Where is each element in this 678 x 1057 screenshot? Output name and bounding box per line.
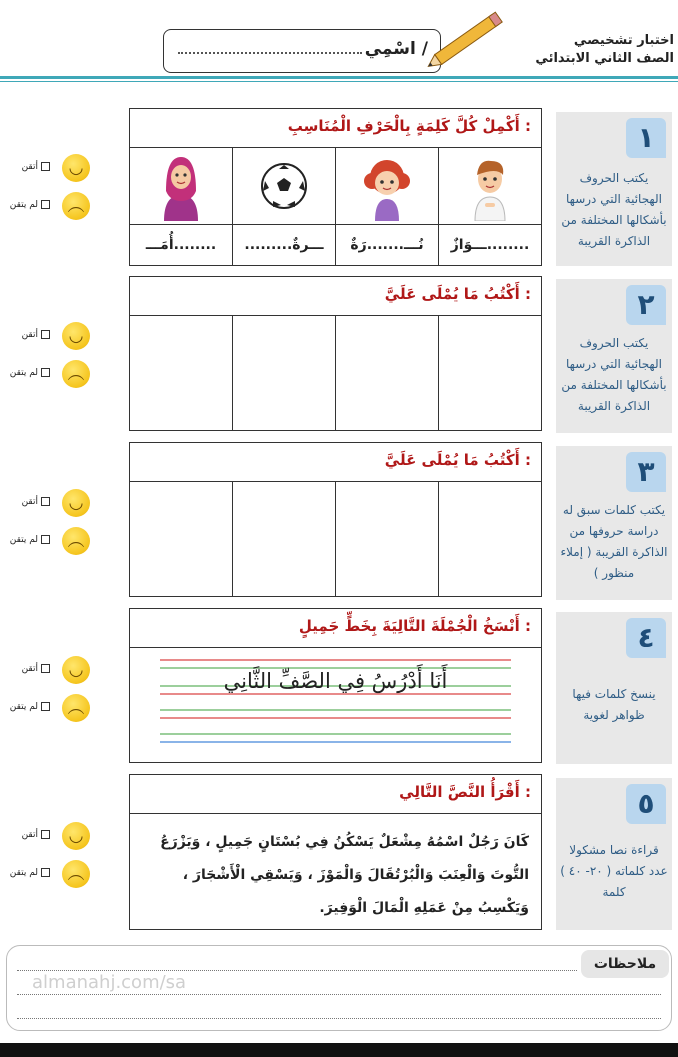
checkbox[interactable] [41,162,50,171]
header-divider [0,76,678,79]
section-number: ٥ [626,784,666,824]
bottom-bar [0,1043,678,1057]
notes-label: ملاحظات [581,950,669,978]
notes-line[interactable] [17,994,661,995]
word-blank[interactable]: .........ـــرةٌ [232,225,335,265]
name-label: اسْمِي / [364,39,428,59]
not-mastered-option[interactable] [10,200,50,210]
reading-passage-area [130,814,541,930]
pencil-icon [418,6,514,74]
sad-face-icon: ︵ [62,694,90,722]
section-1-header [130,109,541,148]
section-2-panel [129,276,542,431]
not-mastered-option[interactable] [10,702,50,712]
mastered-label: أتقن [21,497,38,507]
section-number: ٣ [626,452,666,492]
checkbox[interactable] [41,330,50,339]
mastered-label: أتقن [21,330,38,340]
checkbox[interactable] [41,200,50,209]
not-mastered-label: لم يتقن [9,200,38,210]
answer-box[interactable] [335,482,438,597]
not-mastered-label: لم يتقن [9,368,38,378]
answer-box[interactable] [130,316,232,431]
picture-cell [130,148,232,224]
answer-box[interactable] [130,482,232,597]
mastered-option[interactable] [22,497,50,507]
word-blank[interactable]: نُـــ.......رَةٌ [335,225,438,265]
evaluation-4 [8,654,108,732]
not-mastered-option[interactable] [10,868,50,878]
mastered-option[interactable] [22,664,50,674]
answer-box[interactable] [438,316,541,431]
section-1-instruction: أَكْمِلْ كُلَّ كَلِمَةٍ بِالْحَرْفِ الْمُنَاسِبِ : [287,117,531,135]
evaluation-2 [8,320,108,398]
section-1-words [130,225,541,265]
section-4-instruction: أَنْسَخُ الْجُمْلَةَ التَّالِيَةَ بِخَطٍّ جَمِيلٍ : [298,617,531,635]
woman-icon [156,151,206,221]
happy-face-icon: ◡ [62,656,90,684]
section-3-panel [129,442,542,597]
football-icon [259,161,309,211]
section-5-instruction: أَقْرَأُ النَّصَّ التَّالِي : [399,783,531,801]
not-mastered-label: لم يتقن [9,702,38,712]
guide-line [160,693,511,695]
student-name-field[interactable] [163,29,441,73]
exam-title-line2: الصف الثاني الابتدائي [535,51,674,66]
guide-line [160,733,511,735]
answer-box[interactable] [232,316,335,431]
word-blank[interactable]: أُمَـــ........ [145,237,217,253]
sad-face-icon: ︵ [62,360,90,388]
section-number: ٢ [626,285,666,325]
word-blank[interactable]: ـــوَازٌ........ [438,225,541,265]
guide-line [160,717,511,719]
section-5-objective [556,778,672,930]
section-5-header [130,775,541,814]
section-2-header [130,277,541,316]
copy-sentence: أَنَا أَدْرُسُ فِي الصَّفِّ الثَّانِي [223,669,448,693]
watermark: almanahj.com/sa [32,972,187,993]
evaluation-3 [8,487,108,565]
checkbox[interactable] [41,702,50,711]
answer-box[interactable] [232,482,335,597]
objective-text: ينسخ كلمات فيها ظواهر لغوية [572,687,656,722]
objective-text: يكتب كلمات سبق له دراسة حروفها من الذاكرة القريبة ( إملاء منظور ) [560,503,668,580]
section-3-header [130,443,541,482]
girl-icon [361,151,413,221]
section-1-pictures [130,148,541,225]
checkbox[interactable] [41,830,50,839]
section-number: ٤ [626,618,666,658]
not-mastered-label: لم يتقن [9,535,38,545]
section-2-instruction: أَكْتُبُ مَا يُمْلَى عَلَيَّ : [384,285,531,303]
mastered-label: أتقن [21,162,38,172]
guide-line [160,709,511,711]
checkbox[interactable] [41,868,50,877]
objective-text: قراءة نصا مشكولا عدد كلماته ( ٢٠- ٤٠ ) كلمة [560,843,668,899]
mastered-label: أتقن [21,830,38,840]
not-mastered-label: لم يتقن [9,868,38,878]
picture-cell [232,148,335,224]
evaluation-5 [8,820,108,898]
section-2-answer-boxes [130,316,541,431]
section-1-panel [129,108,542,266]
section-5-panel [129,774,542,930]
exam-title-line1: اختبار تشخيصي [573,33,674,48]
answer-box[interactable] [335,316,438,431]
section-2-objective [556,279,672,433]
notes-line[interactable] [17,970,577,971]
section-4-objective [556,612,672,764]
guide-line [160,741,511,743]
evaluation-1 [8,152,108,230]
happy-face-icon: ◡ [62,489,90,517]
reading-passage: كَانَ رَجُلٌ اسْمُهُ مِشْعَلٌ يَسْكُنُ فِي بُسْتَانٍ جَمِيلٍ ، وَيَزْرَعُ التُّوتَ وَالْعِنَبَ وَالْبُرْتُقَالَ وَالْمَوْزَ ، وَيَسْقِي الْأَشْجَارَ ، وَيَكْسِبُ مِنْ عَمَلِهِ الْمَالَ الْوَفِيرَ. [160,834,529,916]
section-number: ١ [626,118,666,158]
section-3-instruction: أَكْتُبُ مَا يُمْلَى عَلَيَّ : [384,451,531,469]
section-3-objective [556,446,672,600]
checkbox[interactable] [41,535,50,544]
mastered-label: أتقن [21,664,38,674]
handwriting-lines[interactable] [160,659,511,755]
section-1-objective [556,112,672,266]
not-mastered-option[interactable] [10,535,50,545]
section-4-header [130,609,541,648]
checkbox[interactable] [41,368,50,377]
picture-cell [335,148,438,224]
sad-face-icon: ︵ [62,527,90,555]
header-divider-thin [0,81,678,82]
picture-cell [438,148,541,224]
happy-face-icon: ◡ [62,322,90,350]
name-input-line[interactable] [178,52,362,54]
section-3-answer-boxes [130,482,541,597]
mastered-option[interactable] [22,162,50,172]
notes-line[interactable] [17,1018,661,1019]
sad-face-icon: ︵ [62,860,90,888]
guide-line [160,659,511,661]
happy-face-icon: ◡ [62,822,90,850]
objective-text: يكتب الحروف الهجائية التي درسها بأشكالها المختلفة من الذاكرة القريبة [561,171,667,248]
happy-face-icon: ◡ [62,154,90,182]
mastered-option[interactable] [22,330,50,340]
mastered-option[interactable] [22,830,50,840]
answer-box[interactable] [438,482,541,597]
section-4-panel [129,608,542,763]
not-mastered-option[interactable] [10,368,50,378]
boy-icon [465,151,515,221]
checkbox[interactable] [41,664,50,673]
exam-title [535,32,674,68]
sad-face-icon: ︵ [62,192,90,220]
objective-text: يكتب الحروف الهجائية التي درسها بأشكالها المختلفة من الذاكرة القريبة [561,336,667,413]
checkbox[interactable] [41,497,50,506]
